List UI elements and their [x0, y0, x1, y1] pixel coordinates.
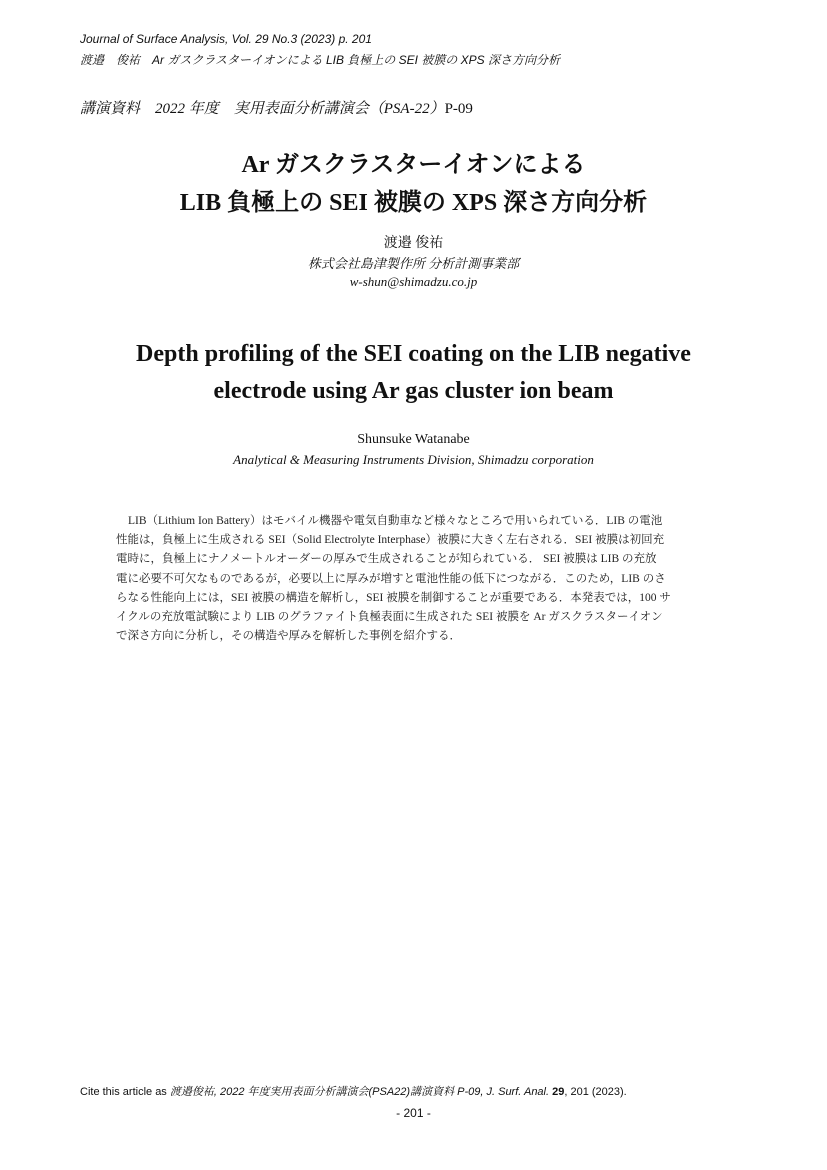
cite-suffix: , 201 (2023). [564, 1086, 627, 1098]
english-title-line-1: Depth profiling of the SEI coating on the LIB negative [136, 341, 691, 367]
abstract-line: LIB（Lithium Ion Battery）はモバイル機器や電気自動車など様々なところで用いられている．LIB の電池 [128, 515, 663, 527]
page-number: - 201 - [396, 1106, 431, 1120]
abstract-line: イクルの充放電試験により LIB のグラファイト負極表面に生成された SEI 被膜を Ar ガスクラスターイオン [116, 611, 663, 624]
author-email: w-shun@shimadzu.co.jp [349, 274, 478, 289]
cite-reference: 渡邉俊祐, 2022 年度実用表面分析講演会(PSA22)講演資料 P-09, J. Surf. Anal. [169, 1086, 553, 1098]
lecture-label: 講演資料 2022 年度 実用表面分析講演会（PSA-22） [80, 101, 445, 117]
english-title [0, 336, 827, 410]
journal-citation-header: Journal of Surface Analysis, Vol. 29 No.3 (2023) p. 201 [80, 32, 372, 46]
running-title: 渡邉 俊祐 Ar ガスクラスターイオンによる LIB 負極上の SEI 被膜の XPS 深さ方向分析 [80, 53, 560, 67]
japanese-title-line-1: Ar ガスクラスターイオンによる [241, 152, 586, 178]
abstract-line: で深さ方向に分析し，その構造や厚みを解析した事例を紹介する． [116, 630, 461, 643]
abstract [116, 512, 712, 646]
cite-prefix: Cite this article as [80, 1086, 170, 1098]
english-title-line-2: electrode using Ar gas cluster ion beam [213, 378, 614, 404]
cite-volume: 29 [552, 1086, 565, 1098]
abstract-line: 電時に，負極上にナノメートルオーダーの厚みで生成されることが知られている． SEI 被膜は LIB の充放 [116, 553, 657, 566]
japanese-title [0, 146, 827, 222]
japanese-author: 渡邉 俊祐 [383, 236, 444, 251]
japanese-affiliation: 株式会社島津製作所 分析計測事業部 [307, 256, 520, 271]
abstract-line: らなる性能向上には，SEI 被膜の構造を解析し，SEI 被膜を制御することが重要である．本発表では，100 サ [116, 591, 671, 604]
japanese-title-line-2: LIB 負極上の SEI 被膜の XPS 深さ方向分析 [179, 190, 648, 216]
abstract-line: 性能は，負極上に生成される SEI（Solid Electrolyte Interphase）被膜に大きく左右される．SEI 被膜は初回充 [116, 534, 665, 547]
abstract-line: 電に必要不可欠なものであるが，必要以上に厚みが増すと電池性能の低下につながる．このため，LIB のさ [116, 572, 666, 585]
lecture-info [80, 99, 473, 119]
english-author: Shunsuke Watanabe [357, 432, 470, 447]
english-affiliation: Analytical & Measuring Instruments Division, Shimadzu corporation [233, 452, 594, 467]
lecture-number: P-09 [444, 101, 473, 117]
citation-footer [80, 1085, 627, 1099]
